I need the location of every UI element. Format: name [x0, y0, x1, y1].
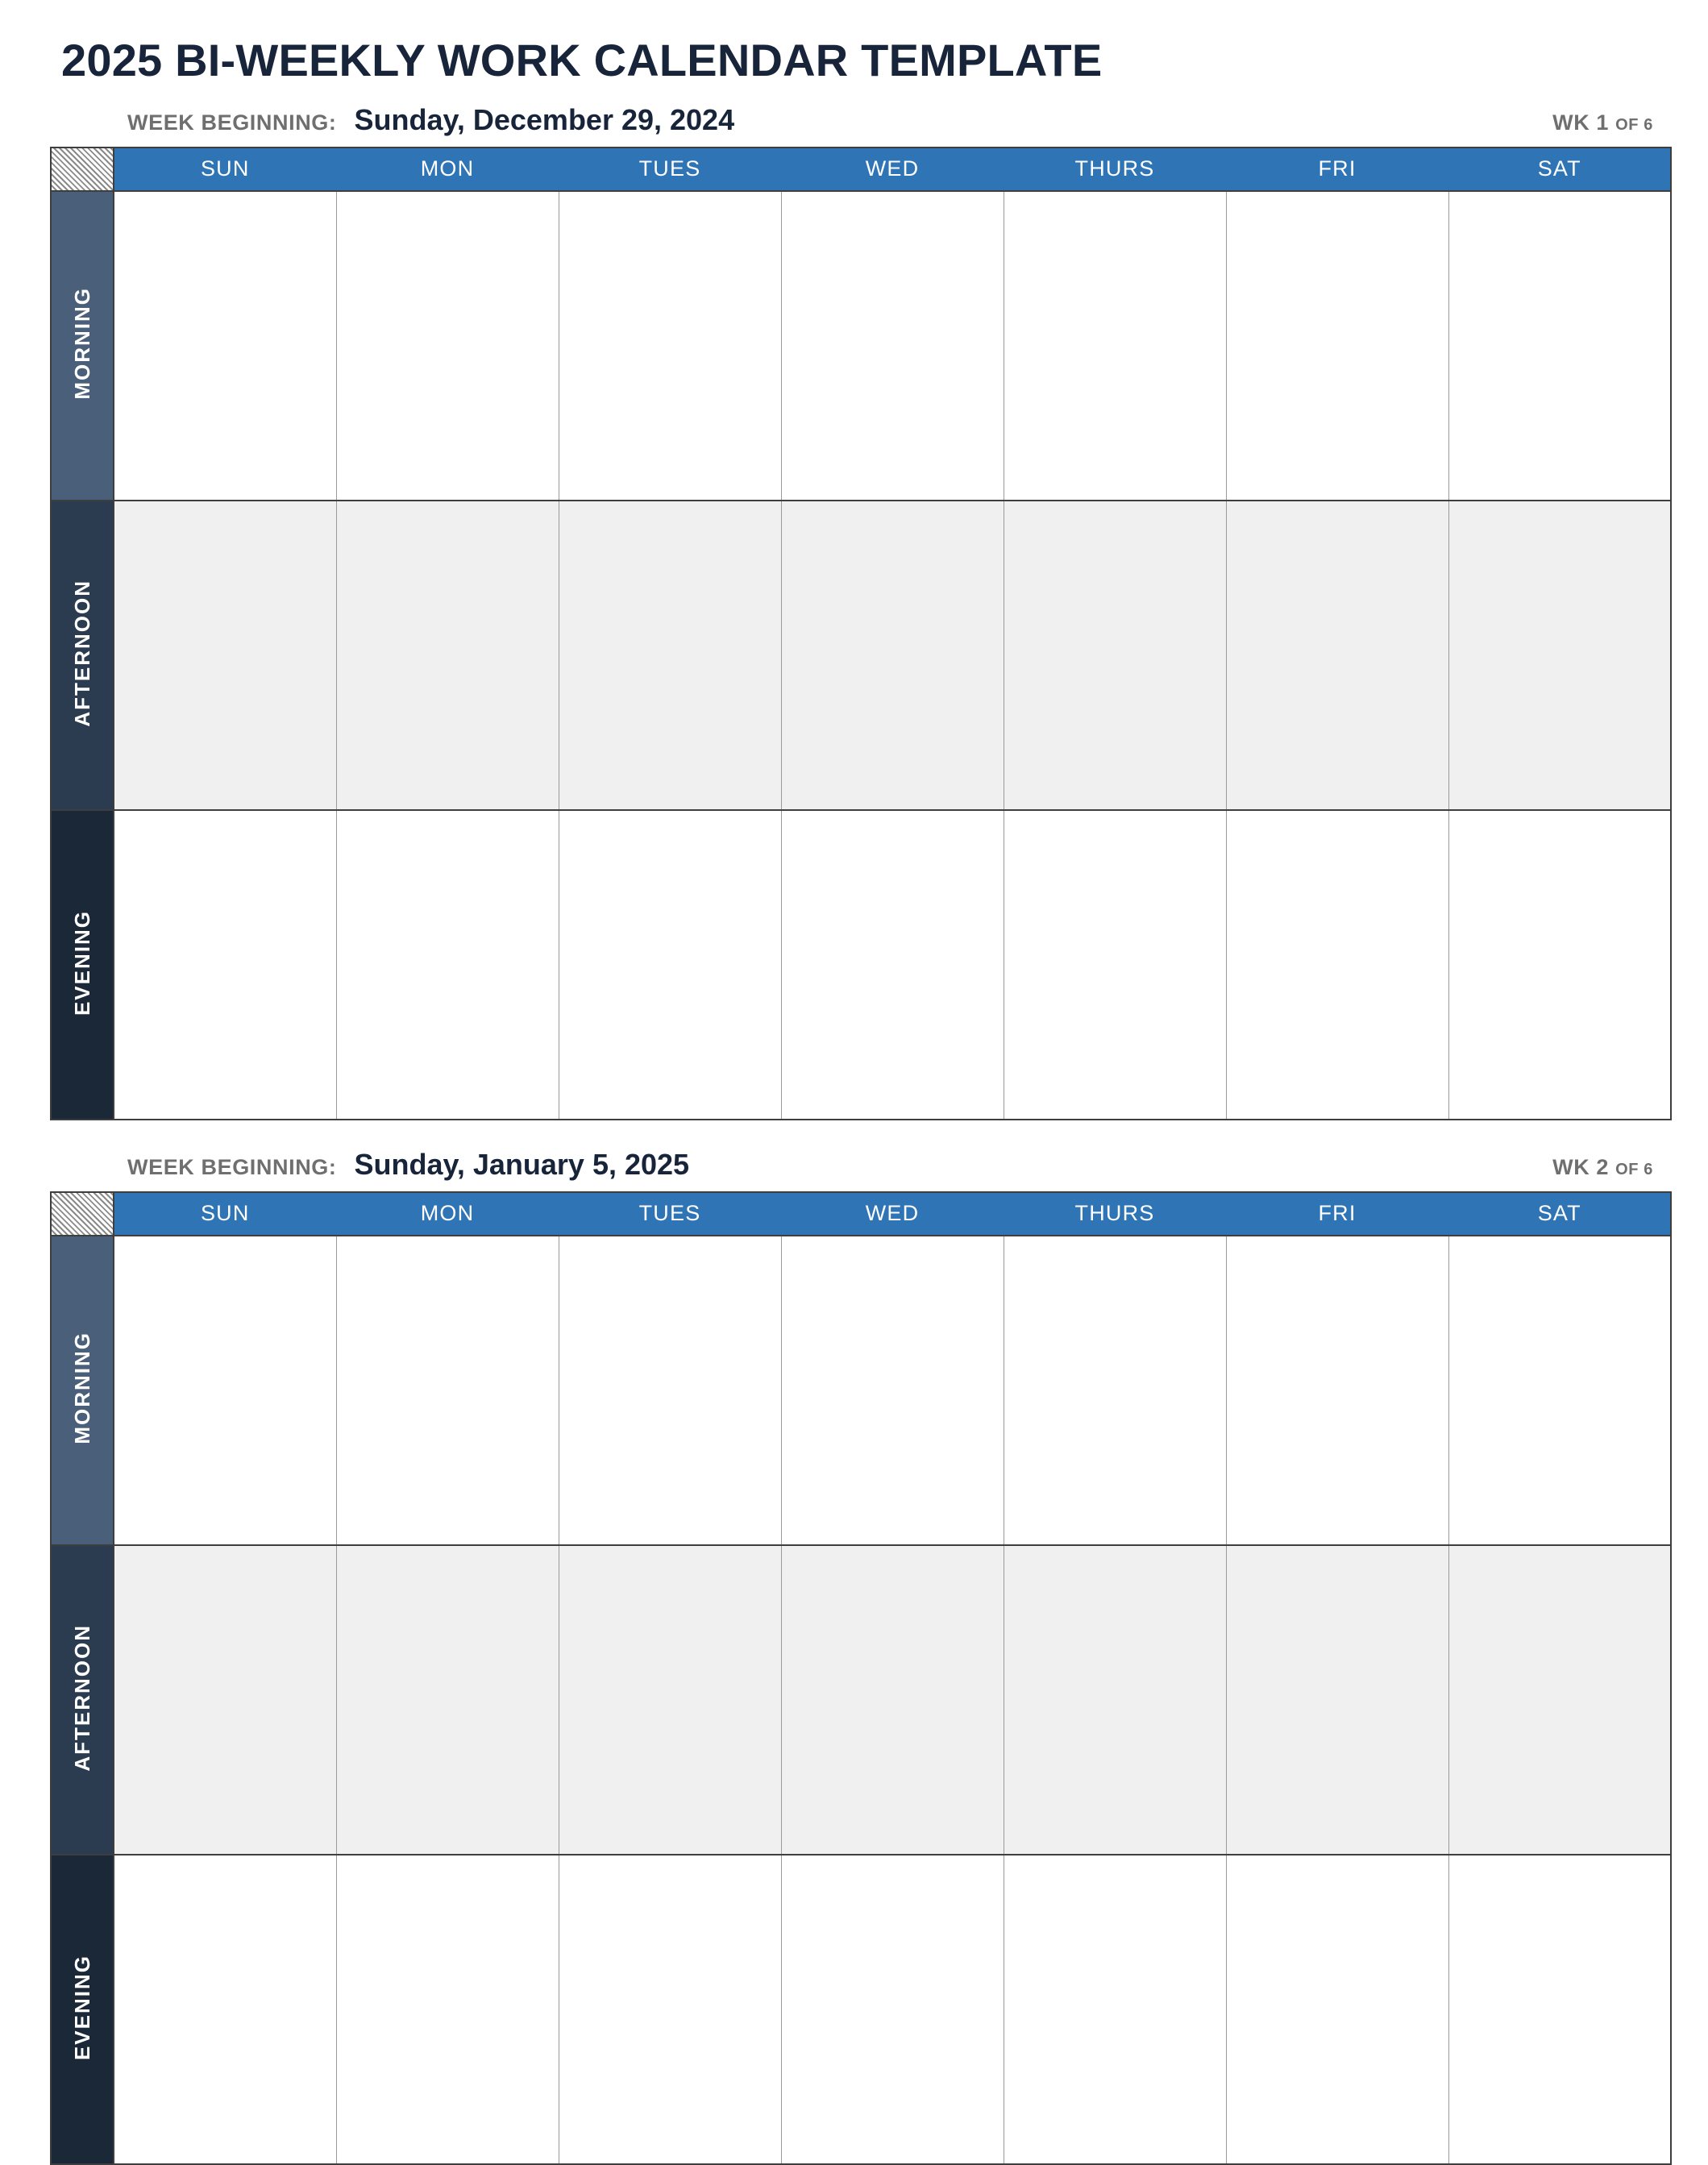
week-1-row-morning — [51, 191, 1671, 501]
day-header-mon: MON — [336, 148, 559, 191]
week-1-day-header-row — [51, 148, 1671, 191]
day-header-sun: SUN — [114, 1192, 336, 1236]
cell-w1-morning-wed[interactable] — [781, 191, 1004, 501]
cell-w1-evening-sun[interactable] — [114, 810, 336, 1120]
cell-w1-morning-tues[interactable] — [559, 191, 781, 501]
week-1-counter-of: OF 6 — [1615, 115, 1653, 134]
cell-w2-morning-thurs[interactable] — [1004, 1236, 1226, 1545]
cell-w1-morning-thurs[interactable] — [1004, 191, 1226, 501]
week-2-beginning-label: WEEK BEGINNING: — [127, 1154, 337, 1179]
cell-w2-morning-mon[interactable] — [336, 1236, 559, 1545]
week-block-2 — [50, 1148, 1658, 2165]
cell-w2-evening-wed[interactable] — [781, 1855, 1004, 2164]
page-title: 2025 BI-WEEKLY WORK CALENDAR TEMPLATE — [61, 35, 1103, 85]
day-header-fri: FRI — [1226, 148, 1448, 191]
day-header-wed: WED — [781, 1192, 1004, 1236]
cell-w2-morning-sun[interactable] — [114, 1236, 336, 1545]
cell-w2-afternoon-mon[interactable] — [336, 1545, 559, 1855]
week-2-grid — [50, 1191, 1672, 2165]
week-2-counter-number: WK 2 — [1552, 1154, 1610, 1179]
cell-w1-morning-sun[interactable] — [114, 191, 336, 501]
week-1-grid — [50, 147, 1672, 1120]
cell-w1-morning-mon[interactable] — [336, 191, 559, 501]
cell-w2-evening-sat[interactable] — [1448, 1855, 1671, 2164]
cell-w1-morning-sat[interactable] — [1448, 191, 1671, 501]
week-2-day-header-row — [51, 1192, 1671, 1236]
cell-w2-afternoon-tues[interactable] — [559, 1545, 781, 1855]
cell-w2-evening-tues[interactable] — [559, 1855, 781, 2164]
week-2-beginning-date[interactable]: Sunday, January 5, 2025 — [354, 1147, 690, 1181]
week-2-row-morning — [51, 1236, 1671, 1545]
day-header-tues: TUES — [559, 148, 781, 191]
cell-w1-afternoon-fri[interactable] — [1226, 501, 1448, 810]
row-label-morning-text: MORNING — [69, 1332, 94, 1444]
row-label-afternoon-text: AFTERNOON — [69, 579, 94, 727]
row-label-evening-text: EVENING — [69, 1954, 94, 2060]
cell-w1-afternoon-tues[interactable] — [559, 501, 781, 810]
cell-w1-evening-tues[interactable] — [559, 810, 781, 1120]
corner-hatch-cell — [51, 148, 114, 191]
cell-w2-afternoon-sun[interactable] — [114, 1545, 336, 1855]
week-2-row-evening — [51, 1855, 1671, 2164]
day-header-sun: SUN — [114, 148, 336, 191]
day-header-wed: WED — [781, 148, 1004, 191]
day-header-thurs: THURS — [1004, 1192, 1226, 1236]
cell-w2-afternoon-wed[interactable] — [781, 1545, 1004, 1855]
cell-w1-evening-mon[interactable] — [336, 810, 559, 1120]
week-1-row-afternoon — [51, 501, 1671, 810]
cell-w1-morning-fri[interactable] — [1226, 191, 1448, 501]
day-header-tues: TUES — [559, 1192, 781, 1236]
week-2-counter — [1552, 1155, 1653, 1180]
cell-w1-evening-sat[interactable] — [1448, 810, 1671, 1120]
cell-w2-morning-fri[interactable] — [1226, 1236, 1448, 1545]
day-header-sat: SAT — [1448, 1192, 1671, 1236]
week-1-counter-number: WK 1 — [1552, 110, 1610, 135]
cell-w1-afternoon-sun[interactable] — [114, 501, 336, 810]
week-1-row-evening — [51, 810, 1671, 1120]
cell-w2-afternoon-sat[interactable] — [1448, 1545, 1671, 1855]
cell-w2-evening-sun[interactable] — [114, 1855, 336, 2164]
cell-w1-afternoon-mon[interactable] — [336, 501, 559, 810]
cell-w2-afternoon-thurs[interactable] — [1004, 1545, 1226, 1855]
week-block-1 — [50, 103, 1658, 1120]
day-header-mon: MON — [336, 1192, 559, 1236]
cell-w1-afternoon-sat[interactable] — [1448, 501, 1671, 810]
cell-w2-morning-wed[interactable] — [781, 1236, 1004, 1545]
corner-hatch-cell — [51, 1192, 114, 1236]
day-header-sat: SAT — [1448, 148, 1671, 191]
cell-w2-afternoon-fri[interactable] — [1226, 1545, 1448, 1855]
cell-w2-evening-thurs[interactable] — [1004, 1855, 1226, 2164]
cell-w1-afternoon-wed[interactable] — [781, 501, 1004, 810]
week-2-counter-of: OF 6 — [1615, 1160, 1653, 1178]
cell-w1-afternoon-thurs[interactable] — [1004, 501, 1226, 810]
week-1-beginning-label: WEEK BEGINNING: — [127, 110, 337, 135]
row-label-evening — [51, 1855, 114, 2164]
row-label-afternoon — [51, 501, 114, 810]
cell-w2-morning-sat[interactable] — [1448, 1236, 1671, 1545]
week-1-header — [50, 103, 1658, 137]
row-label-morning — [51, 191, 114, 501]
row-label-afternoon — [51, 1545, 114, 1855]
cell-w1-evening-fri[interactable] — [1226, 810, 1448, 1120]
day-header-thurs: THURS — [1004, 148, 1226, 191]
row-label-evening — [51, 810, 114, 1120]
cell-w2-evening-fri[interactable] — [1226, 1855, 1448, 2164]
cell-w2-morning-tues[interactable] — [559, 1236, 781, 1545]
row-label-morning — [51, 1236, 114, 1545]
week-1-counter — [1552, 110, 1653, 135]
cell-w2-evening-mon[interactable] — [336, 1855, 559, 2164]
week-2-header — [50, 1148, 1658, 1182]
day-header-fri: FRI — [1226, 1192, 1448, 1236]
row-label-afternoon-text: AFTERNOON — [69, 1623, 94, 1772]
row-label-evening-text: EVENING — [69, 909, 94, 1016]
week-1-beginning-date[interactable]: Sunday, December 29, 2024 — [354, 102, 735, 136]
cell-w1-evening-thurs[interactable] — [1004, 810, 1226, 1120]
cell-w1-evening-wed[interactable] — [781, 810, 1004, 1120]
week-2-row-afternoon — [51, 1545, 1671, 1855]
row-label-morning-text: MORNING — [69, 287, 94, 400]
